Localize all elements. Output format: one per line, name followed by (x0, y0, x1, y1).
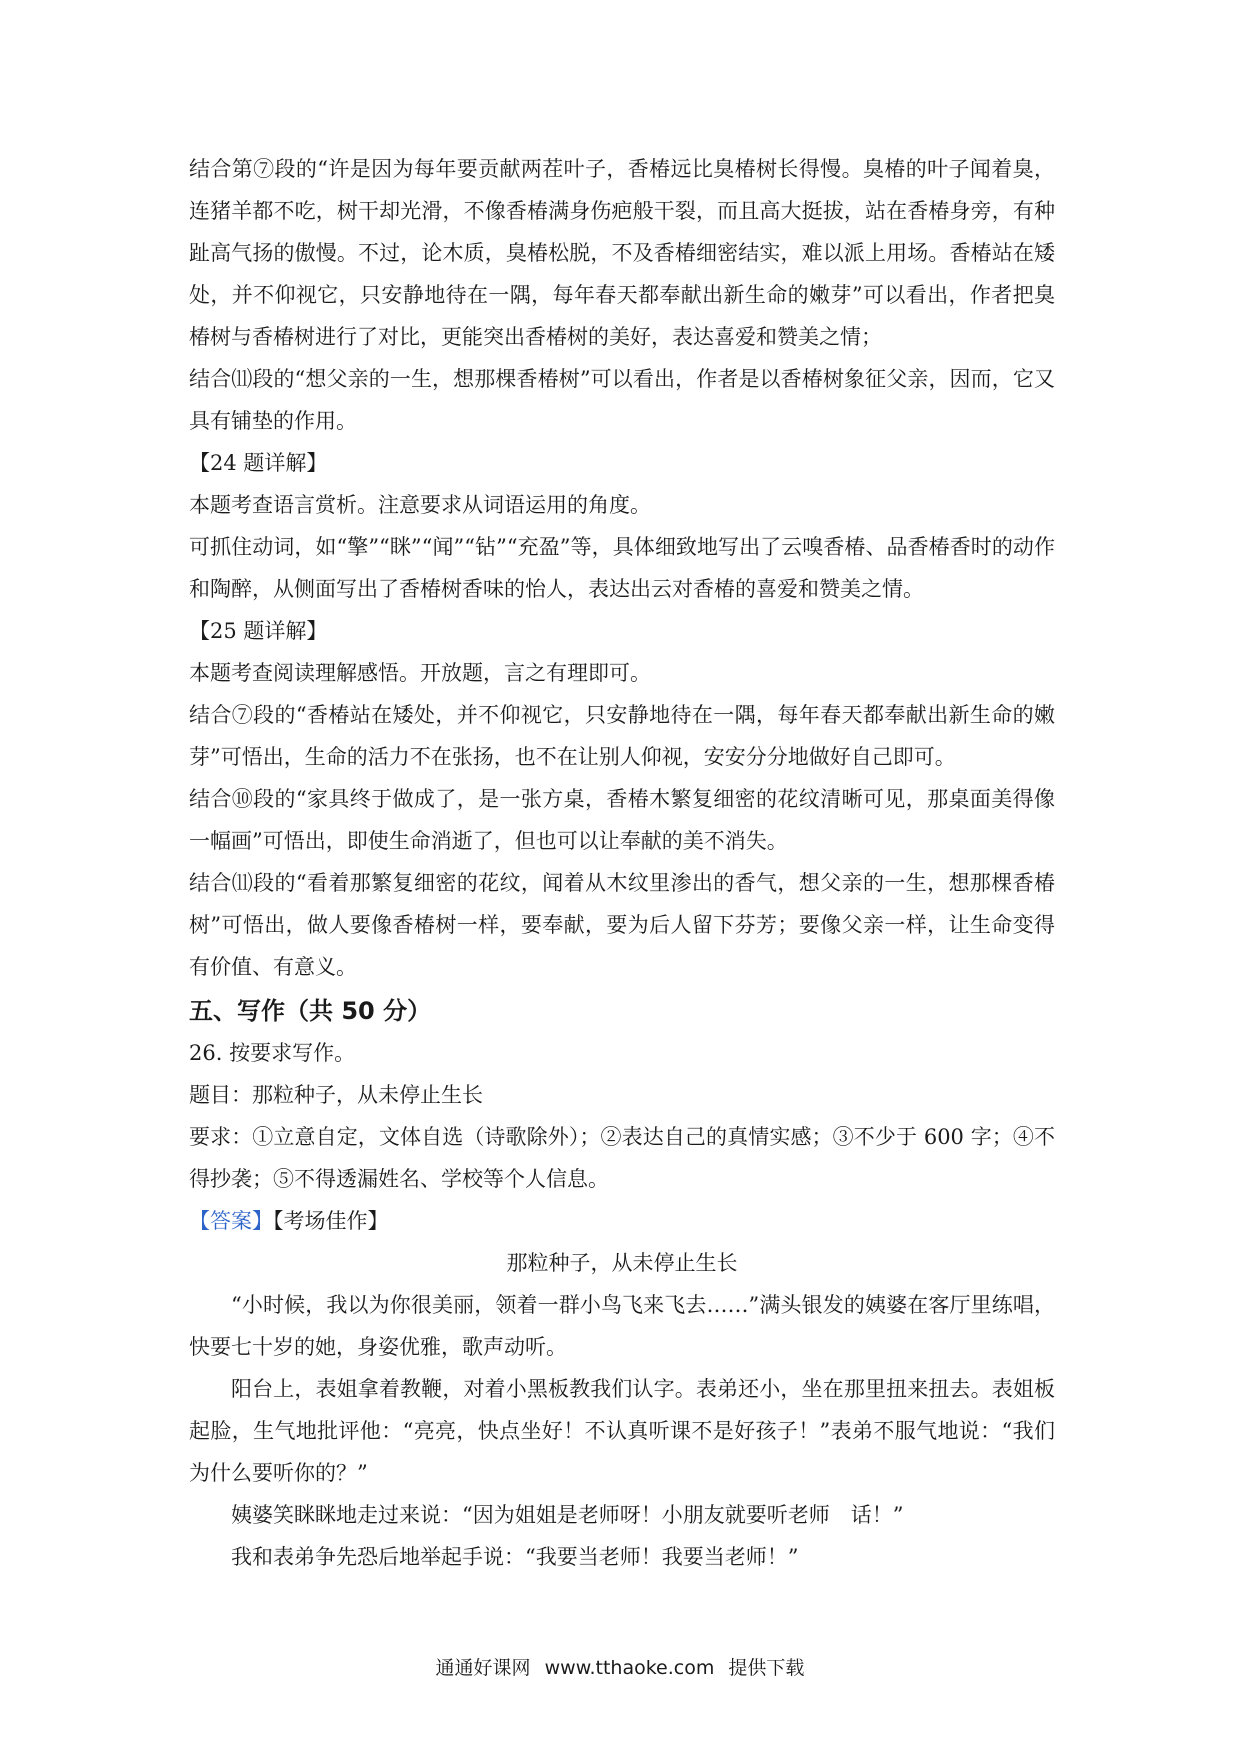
question-25-point-1: 结合⑦段的“香椿站在矮处，并不仰视它，只安静地待在一隅，每年春天都奉献出新生命的嫩芽”可悟出，生命的活力不在张扬，也不在让别人仰视，安安分分地做好自己即可。 (189, 703, 1055, 769)
question-25-point-2: 结合⑩段的“家具终于做成了，是一张方桌，香椿木繁复细密的花纹清晰可见，那桌面美得像一幅画”可悟出，即使生命消逝了，但也可以让奉献的美不消失。 (189, 787, 1055, 853)
footer-note: 提供下载 (728, 1657, 805, 1679)
essay-paragraph: 姨婆笑眯眯地走过来说：“因为姐姐是老师呀！小朋友就要听老师 话！” (231, 1503, 904, 1527)
question-26-requirements: 要求：①立意自定，文体自选（诗歌除外）；②表达自己的真情实感；③不少于 600 字；④不得抄袭；⑤不得透漏姓名、学校等个人信息。 (189, 1125, 1055, 1191)
question-24-intro: 本题考查语言赏析。注意要求从词语运用的角度。 (189, 493, 651, 517)
analysis-paragraph-contrast: 结合第⑦段的“许是因为每年要贡献两茬叶子，香椿远比臭椿树长得慢。臭椿的叶子闻着臭，连猪羊都不吃，树干却光滑，不像香椿满身伤疤般干裂，而且高大挺拔，站在香椿身旁，有种趾高气扬的傲慢。不过，论木质，臭椿松脱，不及香椿细密结实，难以派上用场。香椿站在矮处，并不仰视它，只安静地待在一隅，每年春天都奉献出新生命的嫩芽”可以看出，作者把臭椿树与香椿树进行了对比，更能突出香椿树的美好，表达喜爱和赞美之情； (189, 157, 1055, 349)
page-footer (0, 1653, 1240, 1680)
question-26-topic: 题目：那粒种子，从未停止生长 (189, 1083, 483, 1107)
essay-paragraph: 我和表弟争先恐后地举起手说：“我要当老师！我要当老师！” (231, 1545, 799, 1569)
question-24-answer: 可抓住动词，如“擎”“眯”“闻”“钻”“充盈”等，具体细致地写出了云嗅香椿、品香椿香时的动作和陶醉，从侧面写出了香椿树香味的怡人，表达出云对香椿的喜爱和赞美之情。 (189, 535, 1055, 601)
page-content (189, 148, 1055, 1578)
sample-essay-tag: 【考场佳作】 (273, 1209, 389, 1233)
footer-site-name: 通通好课网 (435, 1657, 531, 1679)
section-heading-writing: 五、写作（共 50 分） (189, 997, 432, 1025)
question-25-header: 【25 题详解】 (189, 619, 328, 643)
footer-url: www.tthaoke.com (544, 1657, 715, 1679)
essay-paragraph: “小时候，我以为你很美丽，领着一群小鸟飞来飞去……”满头银发的姨婆在客厅里练唱，快要七十岁的她，身姿优雅，歌声动听。 (189, 1293, 1055, 1359)
essay-paragraph: 阳台上，表姐拿着教鞭，对着小黑板教我们认字。表弟还小，坐在那里扭来扭去。表姐板起脸，生气地批评他：“亮亮，快点坐好！不认真听课不是好孩子！”表弟不服气地说：“我们为什么要听你的？” (189, 1377, 1055, 1485)
answer-tag: 【答案】 (189, 1209, 273, 1233)
question-26-prompt: 26. 按要求写作。 (189, 1041, 356, 1065)
question-25-intro: 本题考查阅读理解感悟。开放题，言之有理即可。 (189, 661, 651, 685)
answer-label-line (189, 1200, 1055, 1242)
analysis-paragraph-symbol: 结合⑾段的“想父亲的一生，想那棵香椿树”可以看出，作者是以香椿树象征父亲，因而，它又具有铺垫的作用。 (189, 367, 1055, 433)
question-24-header: 【24 题详解】 (189, 451, 328, 475)
question-25-point-3: 结合⑾段的“看着那繁复细密的花纹，闻着从木纹里渗出的香气，想父亲的一生，想那棵香椿树”可悟出，做人要像香椿树一样，要奉献，要为后人留下芬芳；要像父亲一样，让生命变得有价值、有意义。 (189, 871, 1055, 979)
essay-title: 那粒种子，从未停止生长 (506, 1251, 738, 1275)
